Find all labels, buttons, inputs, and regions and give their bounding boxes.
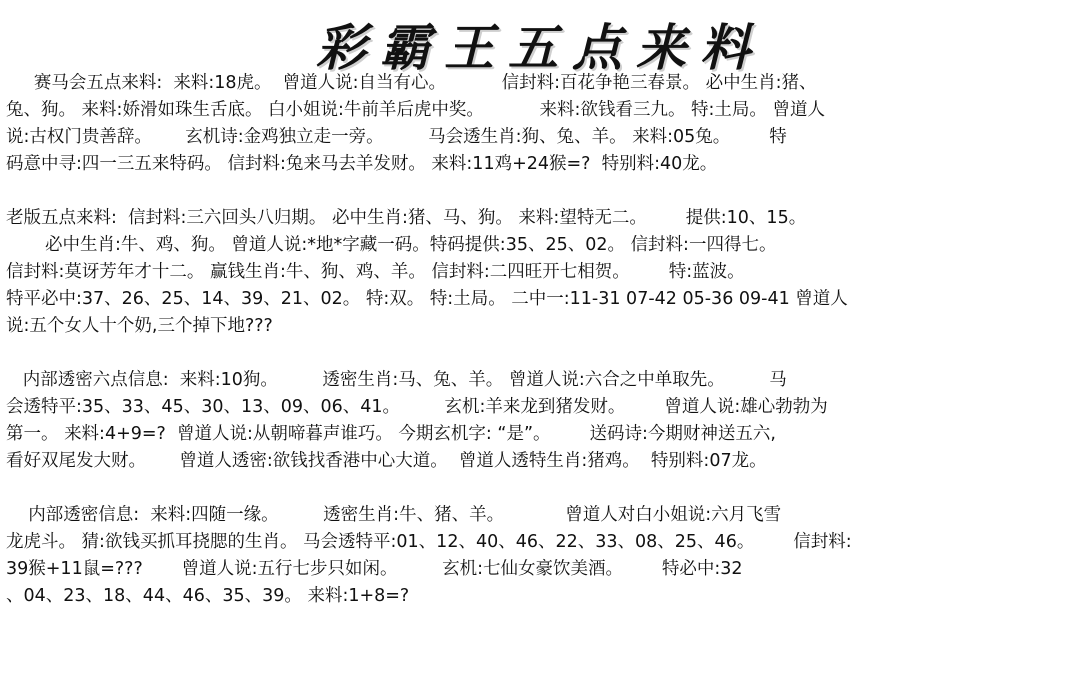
text-line: 说:古权门贵善辞。 玄机诗:金鸡独立走一旁。 马会透生肖:狗、兔、羊。 来料:05兔。 特	[6, 127, 787, 147]
text-line: 信封料:莫讶芳年才十二。 赢钱生肖:牛、狗、鸡、羊。 信封料:二四旺开七相贺。 特:蓝波。	[6, 262, 745, 282]
text-line: 说:五个女人十个奶,三个掉下地???	[6, 316, 273, 336]
text-line: 赛马会五点来料: 来料:18虎。 曾道人说:自当有心。 信封料:百花争艳三春景。 必中生肖:猪、	[6, 73, 817, 93]
text-line: 兔、狗。 来料:娇滑如珠生舌底。 白小姐说:牛前羊后虎中奖。 来料:欲钱看三九。 特:土局。 曾道人	[6, 100, 825, 120]
text-line: 特平必中:37、26、25、14、39、21、02。 特:双。 特:土局。 二中一:11-31 07-42 05-36 09-41 曾道人	[6, 289, 848, 309]
text-line: 39猴+11鼠=??? 曾道人说:五行七步只如闲。 玄机:七仙女豪饮美酒。 特必中:32	[6, 559, 743, 579]
text-line: 内部透密信息: 来料:四随一缘。 透密生肖:牛、猪、羊。 曾道人对白小姐说:六月飞雪	[6, 505, 782, 525]
paragraph-gap	[6, 178, 1072, 205]
text-line: 老版五点来料: 信封料:三六回头八归期。 必中生肖:猪、马、狗。 来料:望特无二。 提供:10、15。	[6, 208, 807, 228]
page-title: 彩霸王五点来料	[316, 18, 764, 77]
text-line: 内部透密六点信息: 来料:10狗。 透密生肖:马、兔、羊。 曾道人说:六合之中单取先。 马	[6, 370, 787, 390]
text-line: 第一。 来料:4+9=? 曾道人说:从朝啼暮声谁巧。 今期玄机字: “是”。 送码诗:今期财神送五六,	[6, 424, 776, 444]
text-line: 码意中寻:四一三五来特码。 信封料:兔来马去羊发财。 来料:11鸡+24猴=? 特别料:40龙。	[6, 154, 718, 174]
paragraph-gap	[6, 475, 1072, 502]
text-line: 必中生肖:牛、鸡、狗。 曾道人说:*地*字藏一码。特码提供:35、25、02。 信封料:一四得七。	[6, 235, 777, 255]
document-body	[6, 70, 1072, 610]
text-line: 看好双尾发大财。 曾道人透密:欲钱找香港中心大道。 曾道人透特生肖:猪鸡。 特别料:07龙。	[6, 451, 767, 471]
text-line: 、04、23、18、44、46、35、39。 来料:1+8=?	[6, 586, 410, 606]
paragraph-gap	[6, 340, 1072, 367]
text-line: 龙虎斗。 猜:欲钱买抓耳挠腮的生肖。 马会透特平:01、12、40、46、22、33、08、25、46。 信封料:	[6, 532, 852, 552]
text-line: 会透特平:35、33、45、30、13、09、06、41。 玄机:羊来龙到猪发财。 曾道人说:雄心勃勃为	[6, 397, 828, 417]
